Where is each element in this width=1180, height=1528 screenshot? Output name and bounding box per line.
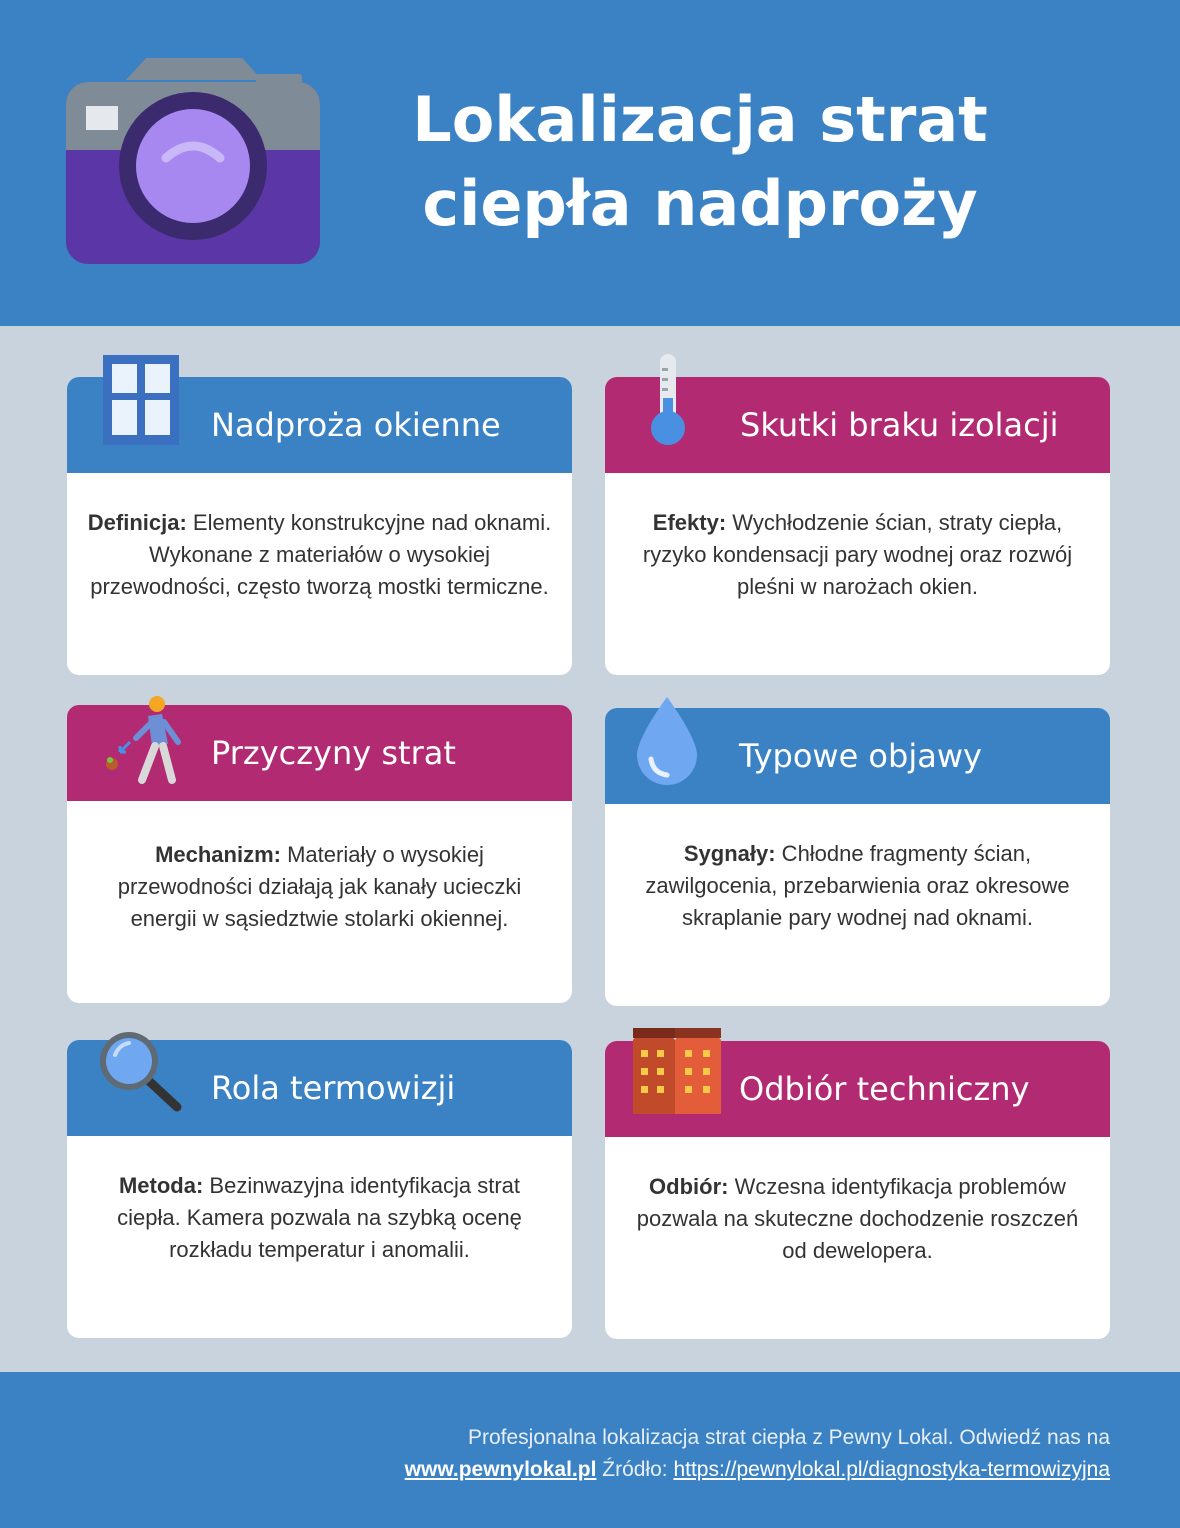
thermometer-icon	[648, 354, 688, 446]
card-text: Elementy konstrukcyjne nad oknami. Wykonane z materiałów o wysokiej przewodności, często tworzą mostki termiczne.	[90, 510, 552, 599]
card-title: Przyczyny strat	[211, 734, 456, 772]
card-text: Materiały o wysokiej przewodności działają jak kanały ucieczki energii w sąsiedztwie stolarki okiennej.	[117, 842, 522, 931]
card-body	[623, 507, 1092, 603]
title-line-1: Lokalizacja strat	[412, 83, 988, 156]
title-line-2: ciepła nadproży	[422, 167, 978, 240]
footer-line-2	[350, 1454, 1110, 1486]
card-text: Bezinwazyjna identyfikacja strat ciepła. Kamera pozwala na szybką ocenę rozkładu temperatur i anomalii.	[117, 1173, 522, 1262]
card-text: Wczesna identyfikacja problemów pozwala na skuteczne dochodzenie roszczeń od dewelopera.	[636, 1174, 1079, 1263]
card-label: Odbiór:	[649, 1174, 729, 1199]
card-label: Definicja:	[87, 510, 187, 535]
source-label: Źródło:	[596, 1458, 674, 1481]
footer	[0, 1372, 1180, 1528]
card-label: Metoda:	[118, 1173, 204, 1198]
card-title: Odbiór techniczny	[739, 1070, 1030, 1108]
card-label: Sygnały:	[683, 841, 776, 866]
card-body	[85, 839, 554, 935]
card-body	[85, 1170, 554, 1266]
card-body	[623, 1171, 1092, 1267]
water-drop-icon	[637, 697, 697, 785]
footer-text	[350, 1422, 1110, 1486]
card-body	[623, 838, 1092, 934]
card-title: Skutki braku izolacji	[740, 406, 1059, 444]
card-body	[85, 507, 554, 603]
window-icon	[103, 355, 179, 445]
footer-line-1: Profesjonalna lokalizacja strat ciepła z Pewny Lokal. Odwiedź nas na	[467, 1426, 1110, 1449]
card-title: Nadproża okienne	[211, 406, 501, 444]
website-link[interactable]: www.pewnylokal.pl	[404, 1458, 597, 1481]
source-link[interactable]: https://pewnylokal.pl/diagnostyka-termowizyjna	[673, 1458, 1110, 1481]
header	[0, 0, 1180, 326]
camera-icon	[66, 56, 320, 264]
page-title	[380, 78, 1020, 246]
card-title: Rola termowizji	[211, 1069, 456, 1107]
magnifier-icon	[97, 1029, 183, 1113]
buildings-icon	[633, 1028, 721, 1114]
card-label: Mechanizm:	[155, 842, 281, 867]
card-label: Efekty:	[652, 510, 727, 535]
walking-person-icon	[100, 694, 182, 786]
card-text: Chłodne fragmenty ścian, zawilgocenia, przebarwienia oraz okresowe skraplanie pary wodnej nad oknami.	[645, 841, 1070, 930]
card-text: Wychłodzenie ścian, straty ciepła, ryzyko kondensacji pary wodnej oraz rozwój pleśni w narożach okien.	[642, 510, 1073, 599]
card-title: Typowe objawy	[739, 737, 982, 775]
